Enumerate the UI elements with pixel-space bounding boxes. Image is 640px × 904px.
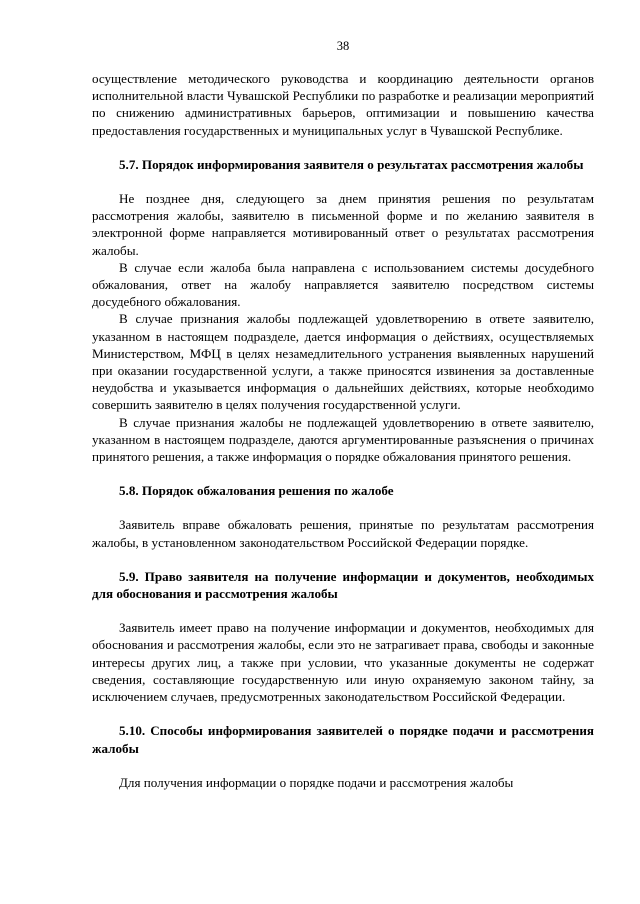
section-heading-5-9: 5.9. Право заявителя на получение информации и документов, необходимых для обоснования и рассмотрения жалобы [92,568,594,602]
section-heading-5-7: 5.7. Порядок информирования заявителя о результатах рассмотрения жалобы [119,156,584,172]
section-5-7-paragraph-3: В случае признания жалобы подлежащей удовлетворению в ответе заявителю, указанном в настоящем подразделе, дается информация о действиях, осуществляемых Министерством, МФЦ в целях незамедлительного устранения выявленных нарушений при оказании государственной услуги, а также приносятся извинения за доставленные неудобства и указывается информация о дальнейших действиях, которые необходимо совершить заявителю в целях получения государственной услуги. [92,311,594,413]
section-heading-5-10: 5.10. Способы информирования заявителей о порядке подачи и рассмотрения жалобы [92,723,594,756]
section-5-9-paragraph-1: Заявитель имеет право на получение информации и документов, необходимых для обоснования и рассмотрения жалобы, если это не затрагивает права, свободы и законные интересы других лиц, а также при условии, что указанные документы не содержат сведения, составляющие государственную или иную охраняемую законом тайну, за исключением случаев, предусмотренных законодательством Российской Федерации. [92,620,594,705]
section-5-10-paragraph-1: Для получения информации о порядке подачи и рассмотрения жалобы [119,774,514,790]
section-5-8-paragraph-1: Заявитель вправе обжаловать решения, принятые по результатам рассмотрения жалобы, в установленном законодательством Российской Федерации порядке. [92,517,594,550]
section-5-7-paragraph-4: В случае признания жалобы не подлежащей удовлетворению в ответе заявителю, указанном в настоящем подразделе, даются аргументированные разъяснения о причинах принятого решения, а также информация о порядке обжалования принятого решения. [92,414,594,465]
section-5-7-paragraph-2: В случае если жалоба была направлена с использованием системы досудебного обжалования, ответ на жалобу направляется заявителю посредством системы досудебного обжалования. [92,259,594,310]
section-5-7-paragraph-1: Не позднее дня, следующего за днем принятия решения по результатам рассмотрения жалобы, заявителю в письменной форме и по желанию заявителя в электронной форме направляется мотивированный ответ о результатах рассмотрения жалобы. [92,191,594,258]
section-heading-5-8: 5.8. Порядок обжалования решения по жалобе [119,483,394,499]
intro-paragraph: осуществление методического руководства и координацию деятельности органов исполнительной власти Чувашской Республики по разработке и реализации мероприятий по снижению административных барьеров, оптимизации и повышению качества предоставления государственных и муниципальных услуг в Чувашской Республике. [92,71,594,138]
page-number: 38 [336,39,350,53]
